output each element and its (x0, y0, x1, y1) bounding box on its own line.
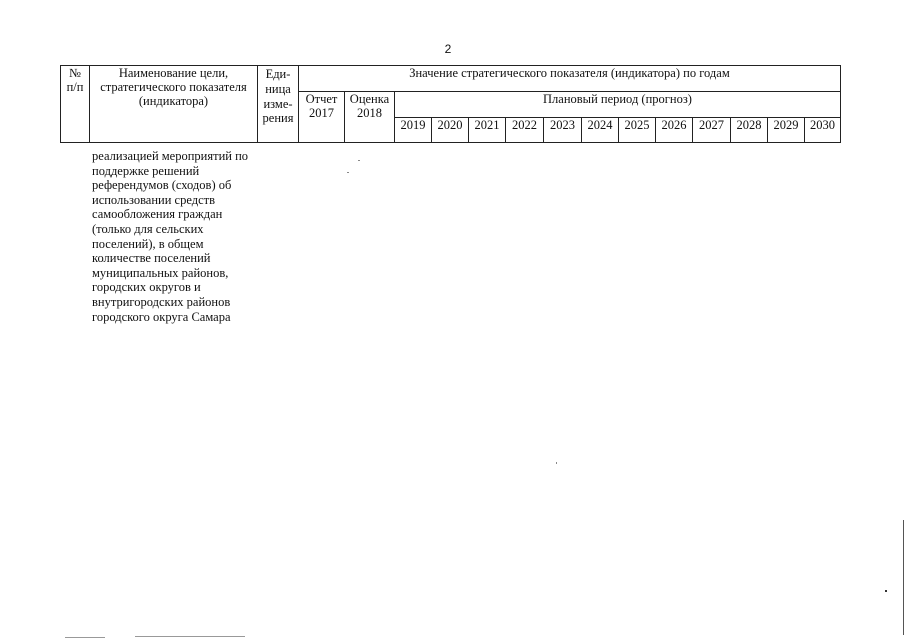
year-cell: 2030 (805, 118, 841, 143)
scan-speck (556, 462, 557, 464)
header-values-by-year: Значение стратегического показателя (индикатора) по годам (299, 66, 841, 92)
header-plan-period: Плановый период (прогноз) (395, 92, 841, 118)
year-cell: 2024 (582, 118, 619, 143)
year-cell: 2022 (506, 118, 544, 143)
scan-edge-line (65, 637, 105, 638)
year-cell: 2021 (469, 118, 506, 143)
year-cell: 2019 (395, 118, 432, 143)
page-number: 2 (444, 42, 452, 56)
year-cell: 2027 (693, 118, 731, 143)
year-cell: 2020 (432, 118, 469, 143)
year-cell: 2025 (619, 118, 656, 143)
year-cell: 2029 (768, 118, 805, 143)
header-indicator-name: Наименование цели, стратегического показателя (индикатора) (90, 66, 258, 143)
indicator-header-table (60, 65, 841, 143)
scan-speck (358, 160, 360, 161)
scan-speck (347, 172, 349, 173)
header-unit: Еди- ница изме- рения (258, 66, 299, 143)
header-report-2017: Отчет 2017 (299, 92, 345, 143)
indicator-name-continuation: реализацией мероприятий по поддержке решений референдумов (сходов) об использовании средств самообложения граждан (только для сельских поселений), в общем количестве поселений муниципальных районов, городских округов и внутригородских районов городского округа Самара (92, 149, 249, 324)
header-estimate-2018: Оценка 2018 (345, 92, 395, 143)
scan-edge-line (903, 520, 904, 635)
year-cell: 2023 (544, 118, 582, 143)
scan-speck (885, 590, 887, 592)
year-cell: 2026 (656, 118, 693, 143)
year-cell: 2028 (731, 118, 768, 143)
header-row-number: № п/п (61, 66, 90, 143)
scan-edge-line (135, 636, 245, 637)
